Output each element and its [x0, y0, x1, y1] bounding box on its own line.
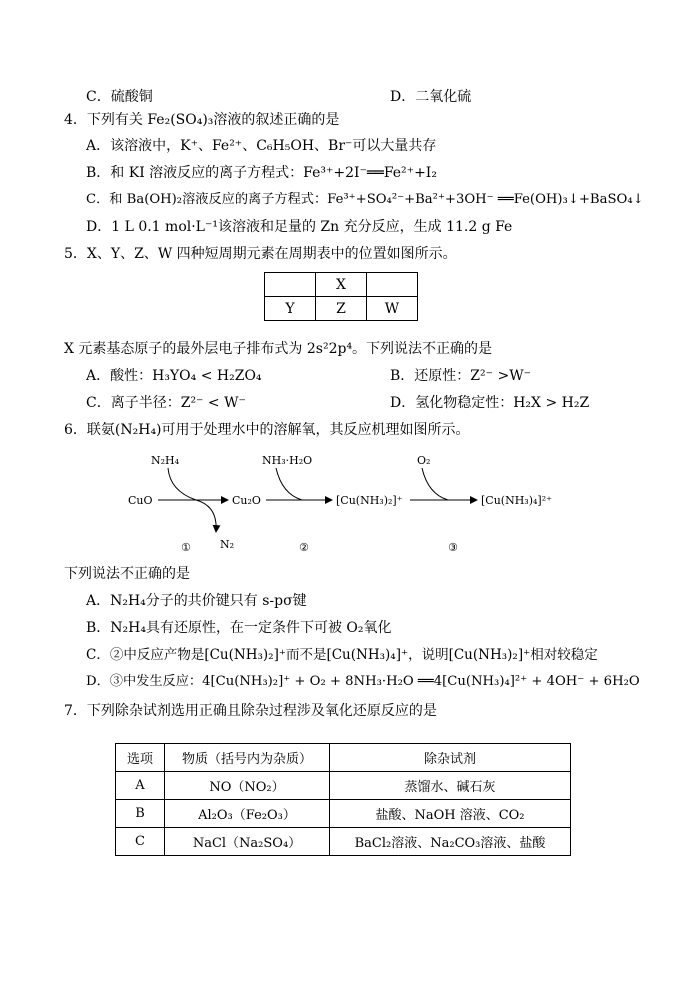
q4-option-b: B．和 KI 溶液反应的离子方程式：Fe³⁺+2I⁻══Fe²⁺+I₂ — [86, 165, 437, 181]
step-3-label: ③ — [448, 541, 458, 554]
species-cu2o: Cu₂O — [232, 494, 261, 507]
table-cell: C — [116, 828, 165, 856]
table-cell: 盐酸、NaOH 溶液、CO₂ — [330, 800, 571, 828]
q6-stem: 6．联氨(N₂H₄)可用于处理水中的溶解氧，其反应机理如图所示。 — [64, 422, 470, 438]
q6-option-b: B．N₂H₄具有还原性，在一定条件下可被 O₂氧化 — [86, 620, 392, 636]
impurity-removal-table — [115, 743, 571, 856]
table-row — [116, 800, 571, 828]
table-row — [116, 828, 571, 856]
step-1-label: ① — [181, 541, 191, 554]
q4-stem: 4．下列有关 Fe₂(SO₄)₃溶液的叙述正确的是 — [64, 112, 340, 128]
table-header: 除杂试剂 — [330, 744, 571, 772]
q3-option-c: C．硫酸铜 — [86, 89, 153, 105]
q5-option-a: A．酸性：H₃YO₄ < H₂ZO₄ — [86, 368, 262, 384]
table-cell: 蒸馏水、碱石灰 — [330, 772, 571, 800]
pt-cell — [265, 273, 316, 297]
table-header: 物质（括号内为杂质） — [165, 744, 330, 772]
reagent-oxygen: O₂ — [417, 454, 431, 467]
periodic-table-fragment — [264, 272, 418, 321]
step-2-label: ② — [299, 541, 309, 554]
q7-stem: 7．下列除杂试剂选用正确且除杂过程涉及氧化还原反应的是 — [64, 703, 437, 719]
curve-ammonia — [276, 468, 302, 500]
product-n2: N₂ — [220, 538, 235, 551]
curve-oxygen — [422, 468, 448, 500]
q6-option-a: A．N₂H₄分子的共价键只有 s-pσ键 — [86, 593, 307, 609]
pt-cell: Y — [265, 297, 316, 321]
reagent-n2h4: N₂H₄ — [151, 454, 180, 467]
q5-option-d: D．氢化物稳定性：H₂X > H₂Z — [390, 395, 590, 411]
table-cell: NO（NO₂） — [165, 772, 330, 800]
pt-cell: X — [316, 273, 367, 297]
table-header: 选项 — [116, 744, 165, 772]
q6-prompt: 下列说法不正确的是 — [64, 566, 190, 582]
q5-stem: 5．X、Y、Z、W 四种短周期元素在周期表中的位置如图所示。 — [64, 246, 457, 262]
table-cell: A — [116, 772, 165, 800]
q6-option-d: D．③中发生反应：4[Cu(NH₃)₂]⁺ + O₂ + 8NH₃·H₂O ══4[Cu(NH₃)₄]²⁺ + 4OH⁻ + 6H₂O — [86, 674, 640, 689]
table-cell: NaCl（Na₂SO₄） — [165, 828, 330, 856]
pt-cell — [367, 273, 418, 297]
reagent-ammonia-water: NH₃·H₂O — [262, 454, 313, 467]
pt-cell: Z — [316, 297, 367, 321]
q4-option-c: C．和 Ba(OH)₂溶液反应的离子方程式：Fe³⁺+SO₄²⁻+Ba²⁺+3OH⁻ ══Fe(OH)₃↓+BaSO₄↓ — [86, 192, 644, 207]
table-cell: B — [116, 800, 165, 828]
species-cuo: CuO — [128, 494, 153, 507]
curve-to-n2 — [196, 500, 216, 532]
q5-description: X 元素基态原子的最外层电子排布式为 2s²2p⁴。下列说法不正确的是 — [64, 341, 493, 357]
q4-option-d: D．1 L 0.1 mol·L⁻¹该溶液和足量的 Zn 充分反应，生成 11.2 g Fe — [86, 219, 513, 235]
reaction-mechanism-diagram — [0, 446, 696, 561]
curve-n2h4 — [168, 468, 196, 500]
species-diammine-copper: [Cu(NH₃)₂]⁺ — [336, 494, 403, 507]
table-cell: BaCl₂溶液、Na₂CO₃溶液、盐酸 — [330, 828, 571, 856]
q6-option-c: C．②中反应产物是[Cu(NH₃)₂]⁺而不是[Cu(NH₃)₄]⁺，说明[Cu(NH₃)₂]⁺相对较稳定 — [86, 647, 598, 663]
q4-option-a: A．该溶液中，K⁺、Fe²⁺、C₆H₅OH、Br⁻可以大量共存 — [86, 138, 437, 154]
pt-cell: W — [367, 297, 418, 321]
q5-option-b: B．还原性：Z²⁻ >W⁻ — [390, 368, 531, 384]
species-tetraammine-copper: [Cu(NH₃)₄]²⁺ — [481, 494, 552, 507]
table-cell: Al₂O₃（Fe₂O₃） — [165, 800, 330, 828]
table-header-row — [116, 744, 571, 772]
table-row — [116, 772, 571, 800]
q3-option-d: D．二氧化硫 — [390, 89, 472, 105]
q5-option-c: C．离子半径：Z²⁻ < W⁻ — [86, 395, 246, 411]
